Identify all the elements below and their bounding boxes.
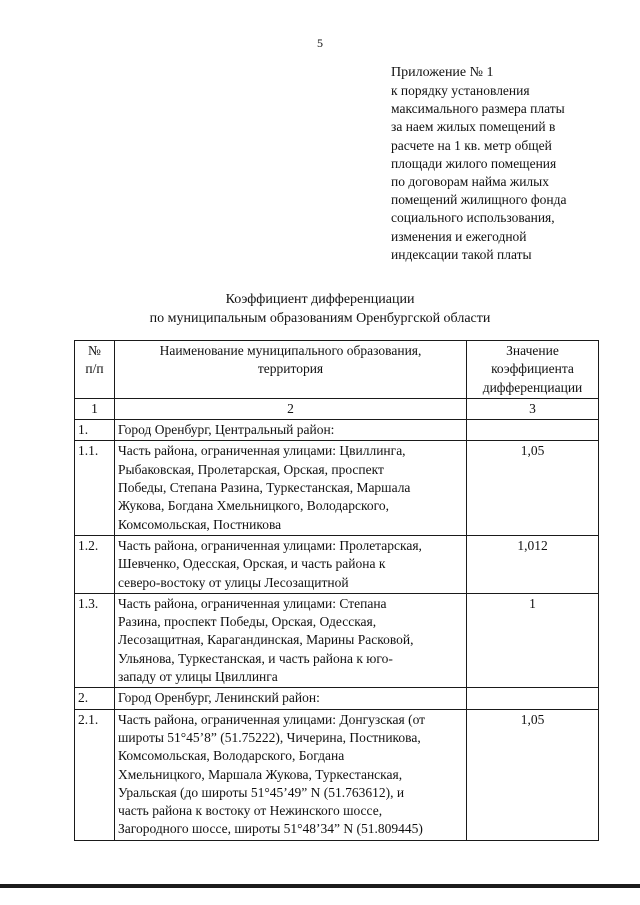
appendix-line: по договорам найма жилых [391,174,549,190]
appendix-block [391,63,606,264]
table-row [75,420,599,441]
appendix-line: максимального размера платы [391,101,565,117]
appendix-line: социального использования, [391,210,555,226]
table-row [75,709,599,840]
column-number-row [75,398,599,419]
coefficient-table [74,340,599,841]
header-number [75,341,115,399]
row-description: Часть района, ограниченная улицами: Степана Разина, проспект Победы, Орская, Одесская, Лесозащитная, Карагандинская, Марины Расковой, Ульянова, Туркестанская, и часть района к юго- западу от улицы Цвиллинга [115,593,467,687]
table-row [75,535,599,593]
appendix-line: к порядку установления [391,83,530,98]
heading-line-2: по муниципальным образованиям Оренбургской области [149,311,491,326]
appendix-line: изменения и ежегодной [391,228,527,244]
row-coefficient: 1,05 [467,441,599,535]
row-number: 1. [75,420,115,441]
row-coefficient: 1,012 [467,535,599,593]
appendix-line: расчете на 1 кв. метр общей [391,137,552,153]
table-row [75,688,599,709]
appendix-line: площади жилого помещения [391,155,557,171]
row-description: Город Оренбург, Центральный район: [115,420,467,441]
header-name [115,341,467,399]
document-heading [0,290,640,328]
row-coefficient: 1,05 [467,709,599,840]
header-number-text: № п/п [85,343,104,377]
column-number-2: 2 [115,398,467,419]
row-description: Часть района, ограниченная улицами: Пролетарская, Шевченко, Одесская, Орская, и часть района к северо-востоку от улицы Лесозащитной [115,535,467,593]
appendix-line: индексации такой платы [391,246,532,262]
row-number: 1.2. [75,535,115,593]
column-number-3: 3 [467,398,599,419]
row-coefficient: 1 [467,593,599,687]
page-number: 5 [317,36,323,50]
appendix-title: Приложение № 1 [391,65,494,80]
column-number-1: 1 [75,398,115,419]
row-description: Часть района, ограниченная улицами: Цвиллинга, Рыбаковская, Пролетарская, Орская, проспект Победы, Степана Разина, Туркестанская, Маршала Жукова, Богдана Хмельницкого, Володарского, Комсомольская, Постникова [115,441,467,535]
row-number: 1.1. [75,441,115,535]
appendix-line: помещений жилищного фонда [391,192,567,208]
row-description: Город Оренбург, Ленинский район: [115,688,467,709]
header-value [467,341,599,399]
table-body [75,420,599,841]
row-number: 2.1. [75,709,115,840]
heading-line-1: Коэффициент дифференциации [225,292,415,307]
row-coefficient [467,420,599,441]
row-coefficient [467,688,599,709]
row-number: 1.3. [75,593,115,687]
header-value-text: Значение коэффициента дифференциации [482,343,583,395]
bottom-scan-edge [0,884,640,888]
table-row [75,593,599,687]
row-description: Часть района, ограниченная улицами: Донгузская (от широты 51°45’8” (51.75222), Чичерина, Постникова, Комсомольская, Володарского, Богдана Хмельницкого, Маршала Жукова, Туркестанская, Уральская (до широты 51°45’49” N (51.763612), и часть района к востоку от Нежинского шоссе, Загородного шоссе, широты 51°48’34” N (51.809445) [115,709,467,840]
table-header-row [75,341,599,399]
header-name-text: Наименование муниципального образования, территория [159,343,422,377]
appendix-line: за наем жилых помещений в [391,119,556,135]
appendix-lines [391,82,606,264]
row-number: 2. [75,688,115,709]
table-row [75,441,599,535]
